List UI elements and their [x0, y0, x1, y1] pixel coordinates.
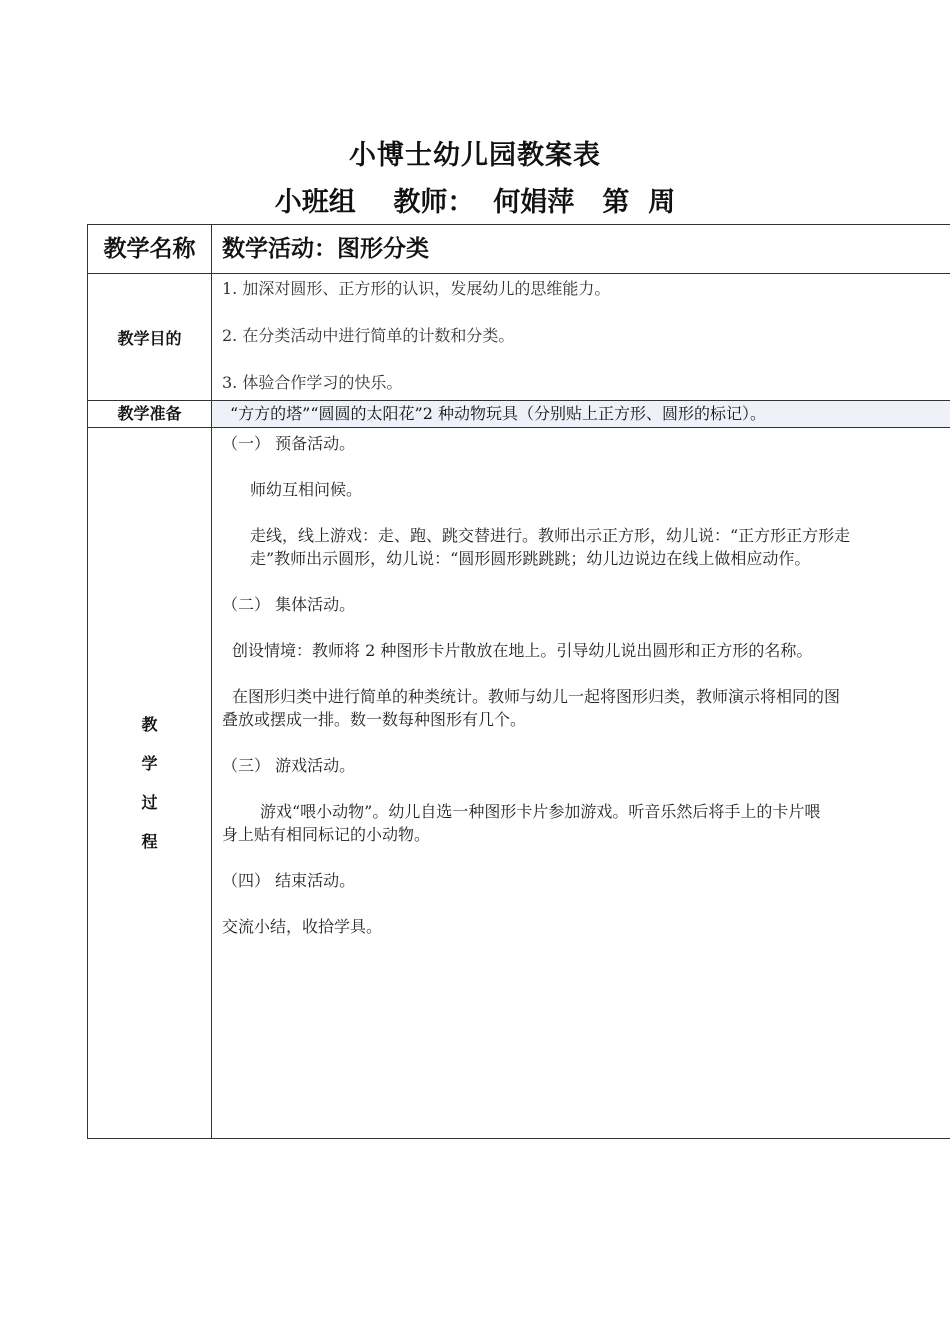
process-label-char: 程 — [141, 831, 158, 851]
goal-label: 教学目的 — [88, 274, 212, 401]
name-label: 教学名称 — [88, 225, 212, 274]
table-row — [88, 401, 950, 428]
process-content — [212, 428, 950, 1139]
process-label-char: 过 — [141, 792, 158, 812]
section-heading: （二） 集体活动。 — [222, 595, 356, 614]
lesson-plan-table — [87, 224, 950, 1139]
prep-label: 教学准备 — [88, 401, 212, 428]
section-heading: （四） 结束活动。 — [222, 871, 356, 890]
goal-item: 1. 加深对圆形、正方形的认识，发展幼儿的思维能力。 — [222, 279, 611, 298]
prep-value: “方方的塔”“圆圆的太阳花”2 种动物玩具（分别贴上正方形、圆形的标记）。 — [212, 401, 950, 428]
goal-list — [212, 274, 950, 401]
table-row — [88, 274, 950, 401]
paragraph-line: 游戏“喂小动物”。幼儿自选一种图形卡片参加游戏。听音乐然后将手上的卡片喂 — [260, 802, 821, 821]
process-label-char: 教 — [141, 714, 158, 734]
paragraph: 创设情境：教师将 2 种图形卡片散放在地上。引导幼儿说出圆形和正方形的名称。 — [232, 641, 813, 660]
table-row — [88, 225, 950, 274]
goal-item: 2. 在分类活动中进行简单的计数和分类。 — [222, 326, 515, 345]
process-label — [88, 428, 212, 1139]
paragraph: 师幼互相问候。 — [250, 480, 363, 499]
goal-item: 3. 体验合作学习的快乐。 — [222, 373, 403, 392]
paragraph-line: 叠放或摆成一排。数一数每种图形有几个。 — [222, 710, 527, 729]
paragraph-line: 身上贴有相同标记的小动物。 — [222, 825, 431, 844]
process-label-char: 学 — [141, 753, 158, 773]
paragraph-line: 走”教师出示圆形，幼儿说：“圆形圆形跳跳跳；幼儿边说边在线上做相应动作。 — [250, 549, 811, 568]
document-title: 小博士幼儿园教案表 — [349, 140, 601, 171]
section-heading: （三） 游戏活动。 — [222, 756, 356, 775]
paragraph-line: 走线，线上游戏：走、跑、跳交替进行。教师出示正方形，幼儿说：“正方形正方形走 — [250, 526, 851, 545]
table-row — [88, 428, 950, 1139]
section-heading: （一） 预备活动。 — [222, 434, 356, 453]
document-subtitle: 小班组 教师： 何娟萍 第 周 — [274, 187, 676, 218]
name-value: 数学活动：图形分类 — [212, 225, 950, 274]
paragraph: 交流小结，收拾学具。 — [222, 917, 383, 936]
paragraph-line: 在图形归类中进行简单的种类统计。教师与幼儿一起将图形归类，教师演示将相同的图 — [232, 687, 841, 706]
paragraph — [222, 524, 950, 570]
paragraph — [222, 685, 950, 731]
paragraph — [222, 800, 950, 846]
